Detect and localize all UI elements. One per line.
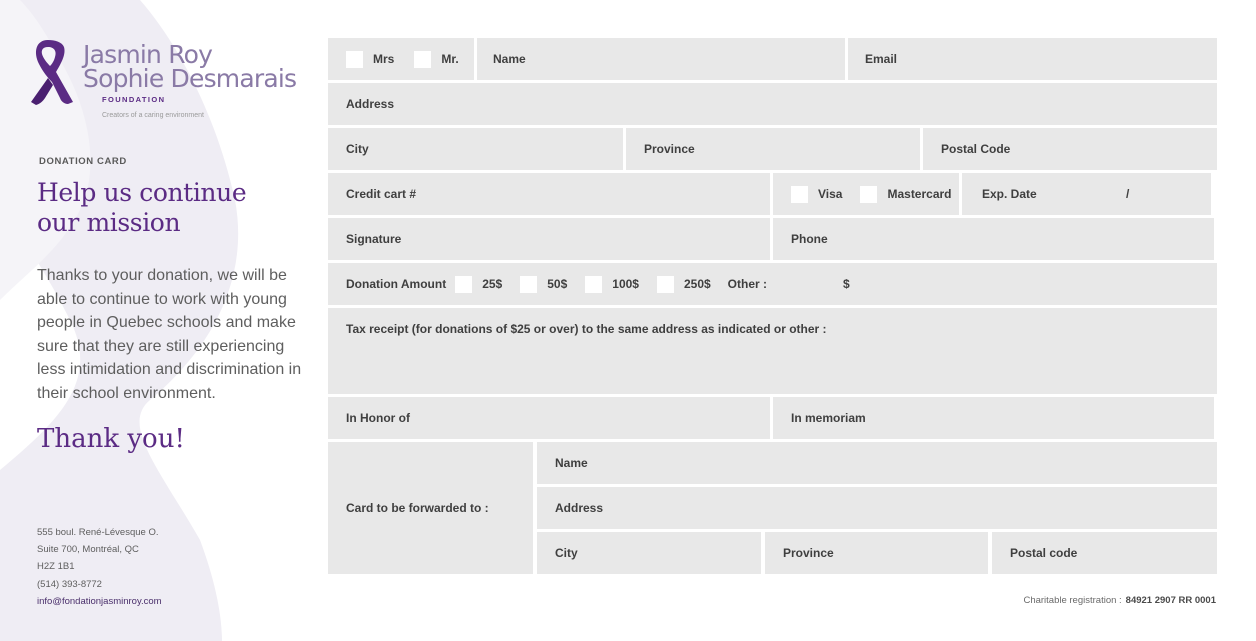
credit-card-label: Credit cart # — [346, 187, 417, 201]
postal-code-field[interactable] — [923, 128, 1217, 170]
thank-you: Thank you! — [37, 424, 185, 454]
credit-card-field[interactable] — [328, 173, 770, 215]
mr-checkbox[interactable] — [414, 51, 431, 68]
charitable-registration — [1023, 595, 1216, 606]
visa-label: Visa — [818, 187, 843, 201]
forward-label-cell — [328, 442, 533, 574]
forward-label: Card to be forwarded to : — [346, 501, 489, 515]
headline-line1: Help us continue — [37, 178, 247, 207]
forward-province-field[interactable] — [765, 532, 988, 574]
headline — [37, 178, 297, 238]
title-field — [328, 38, 474, 80]
forward-address-field[interactable] — [537, 487, 1217, 529]
address-label: Address — [346, 97, 395, 111]
intro-paragraph: Thanks to your donation, we will be able to continue to work with young people in Quebec schools and make sure that they are still experiencing less intimidation and discrimination in their school environment. — [37, 267, 302, 402]
amount-100-checkbox[interactable] — [585, 276, 602, 293]
forward-address-label: Address — [555, 501, 604, 515]
tax-receipt-field[interactable] — [328, 308, 1217, 394]
postal-code-label: Postal Code — [941, 142, 1011, 156]
amount-25-checkbox[interactable] — [455, 276, 472, 293]
email-label: Email — [865, 52, 898, 66]
row-tax-receipt — [328, 308, 1217, 394]
forward-block — [328, 442, 1217, 574]
address-email[interactable]: info@fondationjasminroy.com — [37, 595, 162, 607]
row-payment — [328, 173, 1217, 215]
visa-checkbox[interactable] — [791, 186, 808, 203]
mrs-checkbox[interactable] — [346, 51, 363, 68]
signature-label: Signature — [346, 232, 402, 246]
amount-250-label: 250$ — [683, 277, 711, 291]
row-identity — [328, 38, 1217, 80]
address-field[interactable] — [328, 83, 1217, 125]
forward-postal-label: Postal code — [1010, 546, 1078, 560]
amount-50-option[interactable] — [520, 276, 567, 293]
row-donation — [328, 263, 1217, 305]
phone-field[interactable] — [773, 218, 1214, 260]
row-signature — [328, 218, 1217, 260]
forward-name-label: Name — [555, 456, 588, 470]
tax-receipt-label: Tax receipt (for donations of $25 or over) to the same address as indicated or other : — [346, 322, 827, 336]
mr-label: Mr. — [441, 52, 459, 66]
name-field[interactable] — [477, 38, 845, 80]
address-phone: (514) 393-8772 — [37, 578, 102, 590]
in-honor-label: In Honor of — [346, 411, 410, 425]
row-tribute — [328, 397, 1217, 439]
email-field[interactable] — [848, 38, 1217, 80]
registration-label: Charitable registration : — [1023, 595, 1122, 606]
registration-number: 84921 2907 RR 0001 — [1125, 595, 1216, 606]
forward-city-field[interactable] — [537, 532, 761, 574]
card-label: DONATION CARD — [39, 156, 127, 167]
card-type-field — [773, 173, 959, 215]
province-field[interactable] — [626, 128, 920, 170]
headline-line2: our mission — [37, 208, 181, 237]
visa-option[interactable] — [791, 186, 842, 203]
in-memoriam-field[interactable] — [773, 397, 1214, 439]
brand-name-line1: Jasmin Roy — [83, 40, 213, 69]
row-city — [328, 128, 1217, 170]
amount-250-checkbox[interactable] — [657, 276, 674, 293]
amount-100-option[interactable] — [585, 276, 639, 293]
city-label: City — [346, 142, 369, 156]
exp-date-label: Exp. Date — [982, 187, 1037, 201]
amount-50-label: 50$ — [547, 277, 568, 291]
mastercard-label: Mastercard — [887, 187, 952, 201]
forward-name-field[interactable] — [537, 442, 1217, 484]
mastercard-option[interactable] — [860, 186, 951, 203]
forward-postal-field[interactable] — [992, 532, 1217, 574]
amount-100-label: 100$ — [612, 277, 639, 291]
signature-field[interactable] — [328, 218, 770, 260]
other-amount-label[interactable]: Other : — [727, 277, 768, 291]
foundation-logo — [26, 38, 316, 128]
province-label: Province — [644, 142, 695, 156]
in-honor-field[interactable] — [328, 397, 770, 439]
mrs-option[interactable] — [346, 51, 394, 68]
amount-25-option[interactable] — [455, 276, 502, 293]
brand-tagline: Creators of a caring environment — [102, 112, 204, 119]
address-street: 555 boul. René-Lévesque O. — [37, 527, 159, 538]
brand-name-line2: Sophie Desmarais — [83, 64, 297, 93]
currency-symbol: $ — [843, 277, 850, 291]
name-label: Name — [493, 52, 526, 66]
phone-label: Phone — [791, 232, 828, 246]
forward-city-label: City — [555, 546, 578, 560]
address-postal: H2Z 1B1 — [37, 561, 75, 573]
mrs-label: Mrs — [373, 52, 395, 66]
row-address — [328, 83, 1217, 125]
ribbon-icon — [26, 38, 76, 106]
mr-option[interactable] — [414, 51, 458, 68]
donation-amount-label: Donation Amount — [346, 277, 447, 291]
amount-250-option[interactable] — [657, 276, 711, 293]
mastercard-checkbox[interactable] — [860, 186, 877, 203]
exp-date-field[interactable] — [962, 173, 1211, 215]
donation-amount-field — [328, 263, 1217, 305]
city-field[interactable] — [328, 128, 623, 170]
brand-foundation: FOUNDATION — [102, 95, 166, 104]
contact-address — [37, 524, 162, 610]
exp-date-separator: / — [1126, 187, 1130, 201]
forward-province-label: Province — [783, 546, 834, 560]
amount-50-checkbox[interactable] — [520, 276, 537, 293]
amount-25-label: 25$ — [482, 277, 503, 291]
in-memoriam-label: In memoriam — [791, 411, 866, 425]
address-suite: Suite 700, Montréal, QC — [37, 544, 139, 556]
